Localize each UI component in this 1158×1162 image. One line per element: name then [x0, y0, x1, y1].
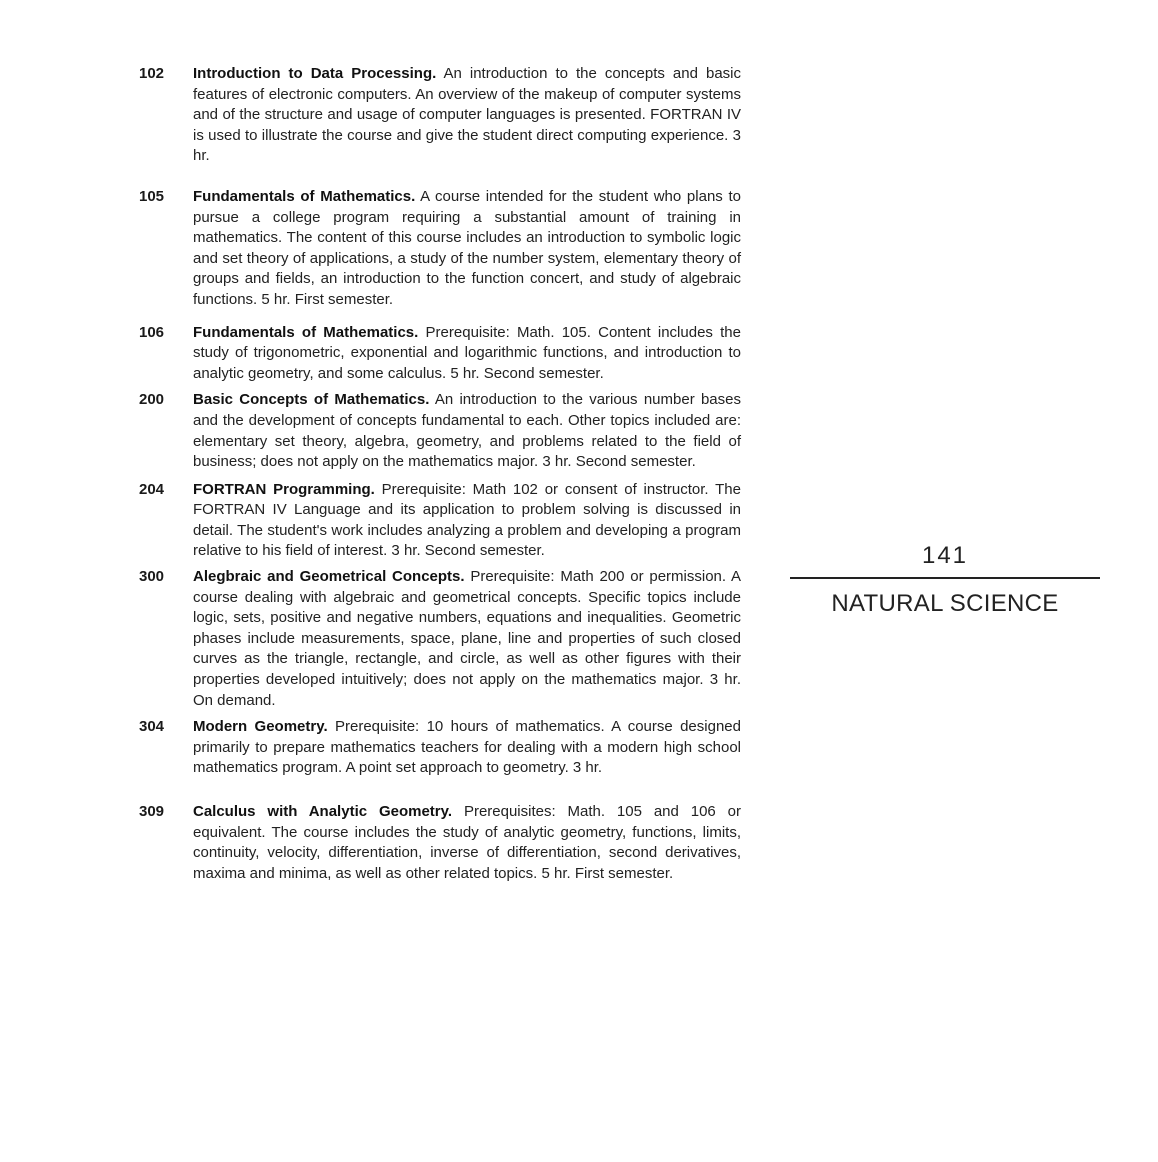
- course-description: Prerequisites: Math. 105 and 106 or equivalent. The course includes the study of analytic geometry, functions, limits, continuity, velocity, differentiation, inverse of differentiation, second derivatives, maxima and minima, as well as other related topics. 5 hr. First semester.: [193, 803, 741, 882]
- course-description: Prerequisite: 10 hours of mathematics. A course designed primarily to prepare mathematics teachers for dealing with a modern high school mathematics program. A point set approach to geometry. 3 hr.: [193, 718, 741, 777]
- course-entry-105: [137, 187, 741, 311]
- course-entry-106: [137, 323, 741, 385]
- course-title: Fundamentals of Mathematics.: [193, 323, 419, 341]
- course-entry-304: [137, 717, 741, 779]
- course-number: 304: [139, 718, 165, 736]
- course-description: An introduction to the various number bases and the development of concepts fundamental to each. Other topics included are: elementary set theory, algebra, geometry, and problems related to the field of business; does not apply on the mathematics major. 3 hr. Second semester.: [193, 391, 741, 471]
- course-number: 309: [139, 803, 165, 820]
- course-list: [137, 64, 741, 884]
- course-entry-200: [137, 390, 741, 472]
- course-description: Prerequisite: Math 102 or consent of instructor. The FORTRAN IV Language and its application to problem solving is discussed in detail. The student's work includes analyzing a problem and developing a program relative to his field of interest. 3 hr. Second semester.: [193, 480, 741, 560]
- page-number: 141: [921, 542, 969, 569]
- side-heading: [790, 540, 1100, 619]
- section-name: NATURAL SCIENCE: [831, 590, 1059, 617]
- course-entry-102: [137, 64, 741, 167]
- course-entry-309: [137, 802, 741, 884]
- course-title: Introduction to Data Processing.: [193, 65, 437, 82]
- course-number: 106: [139, 323, 165, 341]
- course-number: 102: [139, 65, 165, 82]
- course-title: Calculus with Analytic Geometry.: [193, 803, 453, 820]
- course-number: 200: [139, 391, 165, 409]
- course-title: Fundamentals of Mathematics.: [193, 187, 416, 205]
- course-title: Alegbraic and Geometrical Concepts.: [193, 568, 465, 586]
- course-title: Modern Geometry.: [193, 718, 328, 736]
- course-number: 204: [139, 480, 165, 498]
- course-title: Basic Concepts of Mathematics.: [193, 391, 430, 409]
- course-entry-300: [137, 567, 741, 711]
- course-entry-204: [137, 480, 741, 562]
- course-number: 300: [139, 568, 165, 586]
- course-description: An introduction to the concepts and basic features of electronic computers. An overview of the makeup of computer systems and of the structure and usage of computer languages is presented. FORTRAN IV is used to illustrate the course and give the student direct computing experience. 3 hr.: [193, 65, 742, 165]
- course-number: 105: [139, 187, 165, 205]
- heading-rule: [790, 577, 1100, 579]
- course-description: A course intended for the student who plans to pursue a college program requiring a substantial amount of training in mathematics. The content of this course includes an introduction to symbolic logic and set theory of applications, a study of the number system, elementary theory of groups and fields, an introduction to the function concert, and study of algebraic functions. 5 hr. First semester.: [193, 187, 741, 308]
- course-description: Prerequisite: Math. 105. Content includes the study of trigonometric, exponential and logarithmic functions, and introduction to analytic geometry, and some calculus. 5 hr. Second semester.: [193, 323, 741, 382]
- course-description: Prerequisite: Math 200 or permission. A course dealing with algebraic and geometrical concepts. Specific topics include logic, sets, positive and negative numbers, equations and inequalities. Geometric phases include measurements, space, plane, line and properties of such closed curves as the triangle, rectangle, and circle, as well as other figures with their properties developed intuitively; does not apply on the mathematics major. 3 hr. On demand.: [193, 568, 741, 709]
- course-title: FORTRAN Programming.: [193, 480, 375, 498]
